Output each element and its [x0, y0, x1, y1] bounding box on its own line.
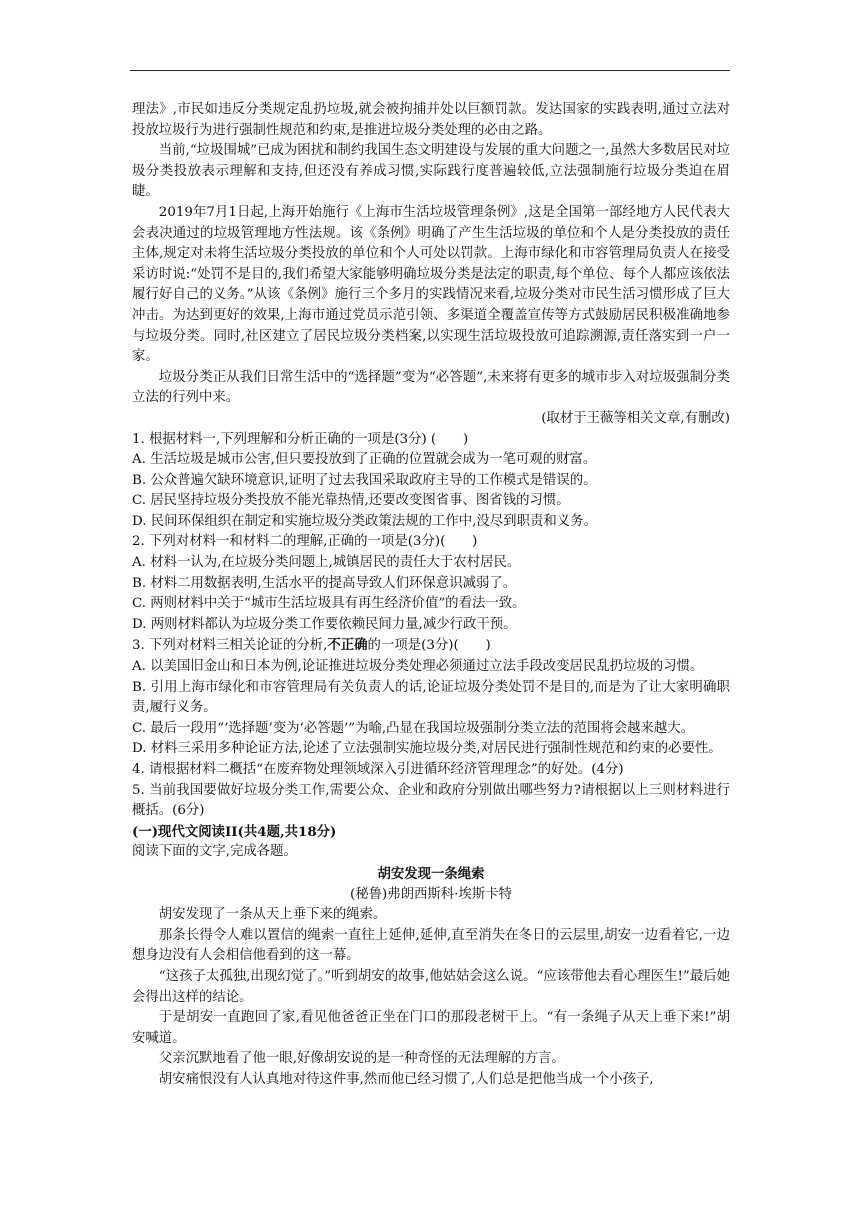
question-3-option-c: C. 最后一段用“‘选择题’变为‘必答题’”为喻,凸显在我国垃圾强制分类立法的范围将会越来越大。	[132, 720, 695, 736]
section-heading: (一)现代文阅读II(共4题,共18分)	[132, 823, 337, 840]
story-paragraph-6: 胡安痛恨没有人认真地对待这件事,然而他已经习惯了,人们总是把他当成一个小孩子,	[158, 1071, 654, 1087]
question-3-option-b: B. 引用上海市绿化和市容管理局有关负责人的话,论证垃圾分类处罚不是目的,而是为了让大家明确职责,履行义务。	[132, 679, 730, 716]
story-paragraph-1: 胡安发现了一条从天上垂下来的绳索。	[158, 907, 387, 923]
question-3-stem-emphasis: 不正确	[327, 637, 368, 654]
header-rule	[130, 70, 730, 71]
question-1-option-d: D. 民间环保组织在制定和实施垃圾分类政策法规的工作中,没尽到职责和义务。	[132, 513, 597, 529]
question-1-option-b: B. 公众普遍欠缺环境意识,证明了过去我国采取政府主导的工作模式是错误的。	[132, 472, 597, 488]
source-note: (取材于王薇等相关文章,有删改)	[541, 410, 730, 426]
question-1-option-a: A. 生活垃圾是城市公害,但只要投放到了正确的位置就会成为一笔可观的财富。	[132, 452, 597, 468]
story-paragraph-4: 于是胡安一直跑回了家,看见他爸爸正坐在门口的那段老树干上。“有一条绳子从天上垂下来!”胡安喊道。	[132, 1010, 730, 1046]
section-instruction: 阅读下面的文字,完成各题。	[132, 844, 297, 860]
question-5: 5. 当前我国要做好垃圾分类工作,需要公众、企业和政府分别做出哪些努力?请根据以上三则材料进行概括。(6分)	[132, 782, 730, 819]
story-paragraph-5: 父亲沉默地看了他一眼,好像胡安说的是一种奇怪的无法理解的方言。	[158, 1051, 565, 1067]
question-2-option-b: B. 材料二用数据表明,生活水平的提高导致人们环保意识减弱了。	[132, 575, 517, 591]
document-page	[132, 100, 730, 1091]
question-2-option-d: D. 两则材料都认为垃圾分类工作要依赖民间力量,减少行政干预。	[132, 616, 517, 632]
story-paragraph-2: 那条长得令人难以置信的绳索一直往上延伸,延伸,直至消失在冬日的云层里,胡安一边看着它,一边想身边没有人会相信他看到的这一幕。	[132, 927, 730, 964]
question-1-stem: 1. 根据材料一,下列理解和分析正确的一项是(3分) ( )	[132, 431, 469, 447]
question-2-stem: 2. 下列对材料一和材料二的理解,正确的一项是(3分)( )	[132, 534, 478, 550]
question-3-stem-suffix: 的一项是(3分)( )	[367, 638, 491, 654]
question-3-stem-prefix: 3. 下列对材料三相关论证的分析,	[132, 638, 328, 654]
question-2-option-a: A. 材料一认为,在垃圾分类问题上,城镇居民的责任大于农村居民。	[132, 555, 521, 571]
story-title: 胡安发现一条绳索	[377, 865, 485, 882]
question-4: 4. 请根据材料二概括“在废弃物处理领域深入引进循环经济管理理念”的好处。(4分)	[132, 762, 624, 777]
material3-paragraph-3: 2019年7月1日起,上海开始施行《上海市生活垃圾管理条例》,这是全国第一部经地方人民代表大会表决通过的垃圾管理地方性法规。该《条例》明确了产生生活垃圾的单位和个人是分类投放的责任主体,规定对未将生活垃圾分类投放的单位和个人可处以罚款。上海市绿化和市容管理局负责人在接受采访时说:“处罚不是目的,我们希望大家能够明确垃圾分类是法定的职责,每个单位、每个人都应该依法履行好自己的义务。”从该《条例》施行三个多月的实践情况来看,垃圾分类对市民生活习惯形成了巨大冲击。为达到更好的效果,上海市通过党员示范引领、多渠道全覆盖宣传等方式鼓励居民积极准确地参与垃圾分类。同时,社区建立了居民垃圾分类档案,以实现生活垃圾投放可追踪溯源,责任落实到一户一家。	[132, 204, 730, 365]
question-3-stem	[132, 635, 730, 657]
material3-paragraph-4: 垃圾分类正从我们日常生活中的“选择题”变为“必答题”,未来将有更多的城市步入对垃圾强制分类立法的行列中来。	[132, 369, 730, 406]
story-paragraph-3: “这孩子太孤独,出现幻觉了。”听到胡安的故事,他姑姑会这么说。“应该带他去看心理医生!”最后她会得出这样的结论。	[132, 968, 730, 1005]
story-author: (秘鲁)弗朗西斯科·埃斯卡特	[349, 886, 512, 902]
question-3-option-d: D. 材料三采用多种论证方法,论述了立法强制实施垃圾分类,对居民进行强制性规范和约束的必要性。	[132, 741, 722, 757]
question-2-option-c: C. 两则材料中关于“城市生活垃圾具有再生经济价值”的看法一致。	[132, 596, 526, 612]
question-3-option-a: A. 以美国旧金山和日本为例,论证推进垃圾分类处理必须通过立法手段改变居民乱扔垃圾的习惯。	[132, 659, 704, 675]
question-1-option-c: C. 居民坚持垃圾分类投放不能光靠热情,还要改变图省事、图省钱的习惯。	[132, 493, 570, 509]
material3-paragraph-2: 当前,“垃圾围城”已成为困扰和制约我国生态文明建设与发展的重大问题之一,虽然大多数居民对垃圾分类投放表示理解和支持,但还没有养成习惯,实际践行度普遍较低,立法强制施行垃圾分类迫在眉睫。	[132, 143, 731, 200]
material3-continued-paragraph: 理法》,市民如违反分类规定乱扔垃圾,就会被拘捕并处以巨额罚款。发达国家的实践表明,通过立法对投放垃圾行为进行强制性规范和约束,是推进垃圾分类处理的必由之路。	[132, 102, 730, 138]
